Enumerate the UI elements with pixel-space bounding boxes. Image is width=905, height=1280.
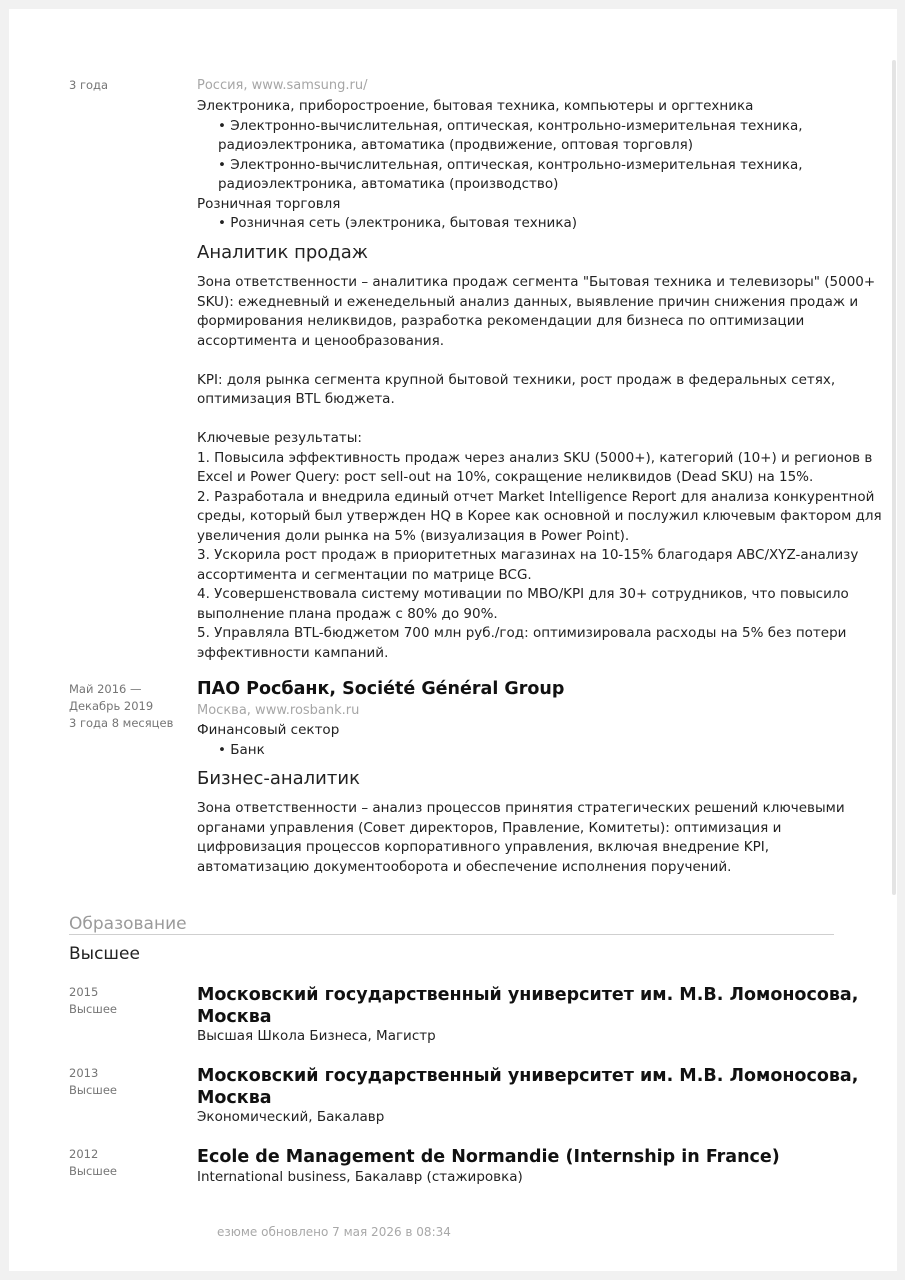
job-location: Москва, www.rosbank.ru [197,703,360,718]
industry-item: • Банк [218,742,265,758]
description-line: формирования неликвидов, разработка рекомендации для бизнеса по оптимизации [197,313,805,329]
industry-item: • Электронно-вычислительная, оптическая, контрольно-измерительная техника, [218,157,803,173]
description-line: Зона ответственности – анализ процессов принятия стратегических решений ключевыми [197,800,845,816]
description-line: ассортимента и сегментации по матрице BCG. [197,566,532,583]
description-line: 5. Управляла BTL-бюджетом 700 млн руб./год: оптимизировала расходы на 5% без потери [197,625,847,641]
industry-item-cont: радиоэлектроника, автоматика (производство) [218,176,559,192]
description-line: автоматизацию документооборота и обеспечение исполнения поручений. [197,858,732,875]
job-description [197,799,845,877]
section-divider [69,934,834,935]
company-name: ПАО Росбанк, Société Général Group [197,679,565,699]
edu-detail: International business, Бакалавр (стажировка) [197,1169,523,1185]
job-description [197,273,882,663]
description-line: увеличения доли рынка на 5% (визуализация в Power Point). [197,527,630,544]
blank-line [197,410,882,430]
industry-name: Финансовый сектор [197,722,340,738]
description-line: 1. Повысила эффективность продаж через анализ SKU (5000+), категорий (10+) и регионов в [197,449,873,466]
industry-item: • Розничная сеть (электроника, бытовая техника) [218,215,578,231]
edu-meta [69,1146,117,1180]
edu-institution-line: Московский государственный университет им. М.В. Ломоносова, [197,1066,859,1086]
edu-meta [69,1065,117,1099]
period-duration: 3 года 8 месяцев [69,716,174,730]
scrollbar[interactable] [892,60,896,895]
job-duration: 3 года [69,78,109,92]
edu-institution [197,1065,858,1109]
industry-name: Электроника, приборостроение, бытовая техника, компьютеры и оргтехника [197,98,754,114]
edu-year: 2012 [69,1147,99,1161]
job-location: Россия, www.samsung.ru/ [197,78,368,93]
edu-institution-line: Ecole de Management de Normandie (Internship in France) [197,1147,780,1167]
education-level: Высшее [69,944,140,964]
edu-level: Высшее [69,1164,117,1178]
description-line: Зона ответственности – аналитика продаж сегмента "Бытовая техника и телевизоры" (5000+ [197,274,876,290]
edu-institution-line: Московский государственный университет им. М.В. Ломоносова, [197,985,859,1005]
description-line: 4. Усовершенствовала систему мотивации по MBO/KPI для 30+ сотрудников, что повысило [197,586,849,602]
industry-item: • Электронно-вычислительная, оптическая, контрольно-измерительная техника, [218,118,803,134]
updated-timestamp: езюме обновлено 7 мая 2026 в 08:34 [217,1225,451,1239]
edu-year: 2015 [69,985,99,999]
edu-institution [197,984,858,1028]
edu-detail: Экономический, Бакалавр [197,1109,385,1125]
description-line: оптимизация BTL бюджета. [197,391,395,407]
description-line: SKU): ежедневный и еженедельный анализ данных, выявление причин снижения продаж и [197,293,859,310]
description-line: 3. Ускорила рост продаж в приоритетных магазинах на 10-15% благодаря ABC/XYZ-анализу [197,547,859,563]
section-title-education: Образование [69,914,187,934]
description-line: Ключевые результаты: [197,430,362,446]
description-line: ассортимента и ценообразования. [197,332,445,349]
description-line: среды, который был утвержден HQ в Корее как основной и послужил ключевым фактором для [197,508,882,524]
job-position: Аналитик продаж [197,242,368,263]
description-line: органами управления (Совет директоров, Правление, Комитеты): оптимизация и [197,819,782,836]
edu-level: Высшее [69,1083,117,1097]
description-line: 2. Разработала и внедрила единый отчет Market Intelligence Report для анализа конкурентной [197,488,875,505]
job-position: Бизнес-аналитик [197,768,360,789]
description-line: KPI: доля рынка сегмента крупной бытовой техники, рост продаж в федеральных сетях, [197,371,836,388]
job-period [69,681,173,732]
description-line: Excel и Power Query: рост sell-out на 10%, сокращение неликвидов (Dead SKU) на 15%. [197,469,814,485]
edu-detail: Высшая Школа Бизнеса, Магистр [197,1028,436,1044]
blank-line [197,351,882,371]
edu-year: 2013 [69,1066,99,1080]
period-start: Май 2016 — [69,682,142,696]
edu-institution-line: Москва [197,1088,272,1108]
description-line: эффективности кампаний. [197,644,389,661]
edu-level: Высшее [69,1002,117,1016]
edu-institution [197,1146,780,1168]
industry-name: Розничная торговля [197,196,341,212]
description-line: выполнение плана продаж с 80% до 90%. [197,605,498,622]
industry-item-cont: радиоэлектроника, автоматика (продвижение, оптовая торговля) [218,137,693,153]
period-end: Декабрь 2019 [69,699,154,713]
description-line: цифровизация процессов корпоративного управления, включая внедрение KPI, [197,839,770,855]
edu-meta [69,984,117,1018]
edu-institution-line: Москва [197,1007,272,1027]
